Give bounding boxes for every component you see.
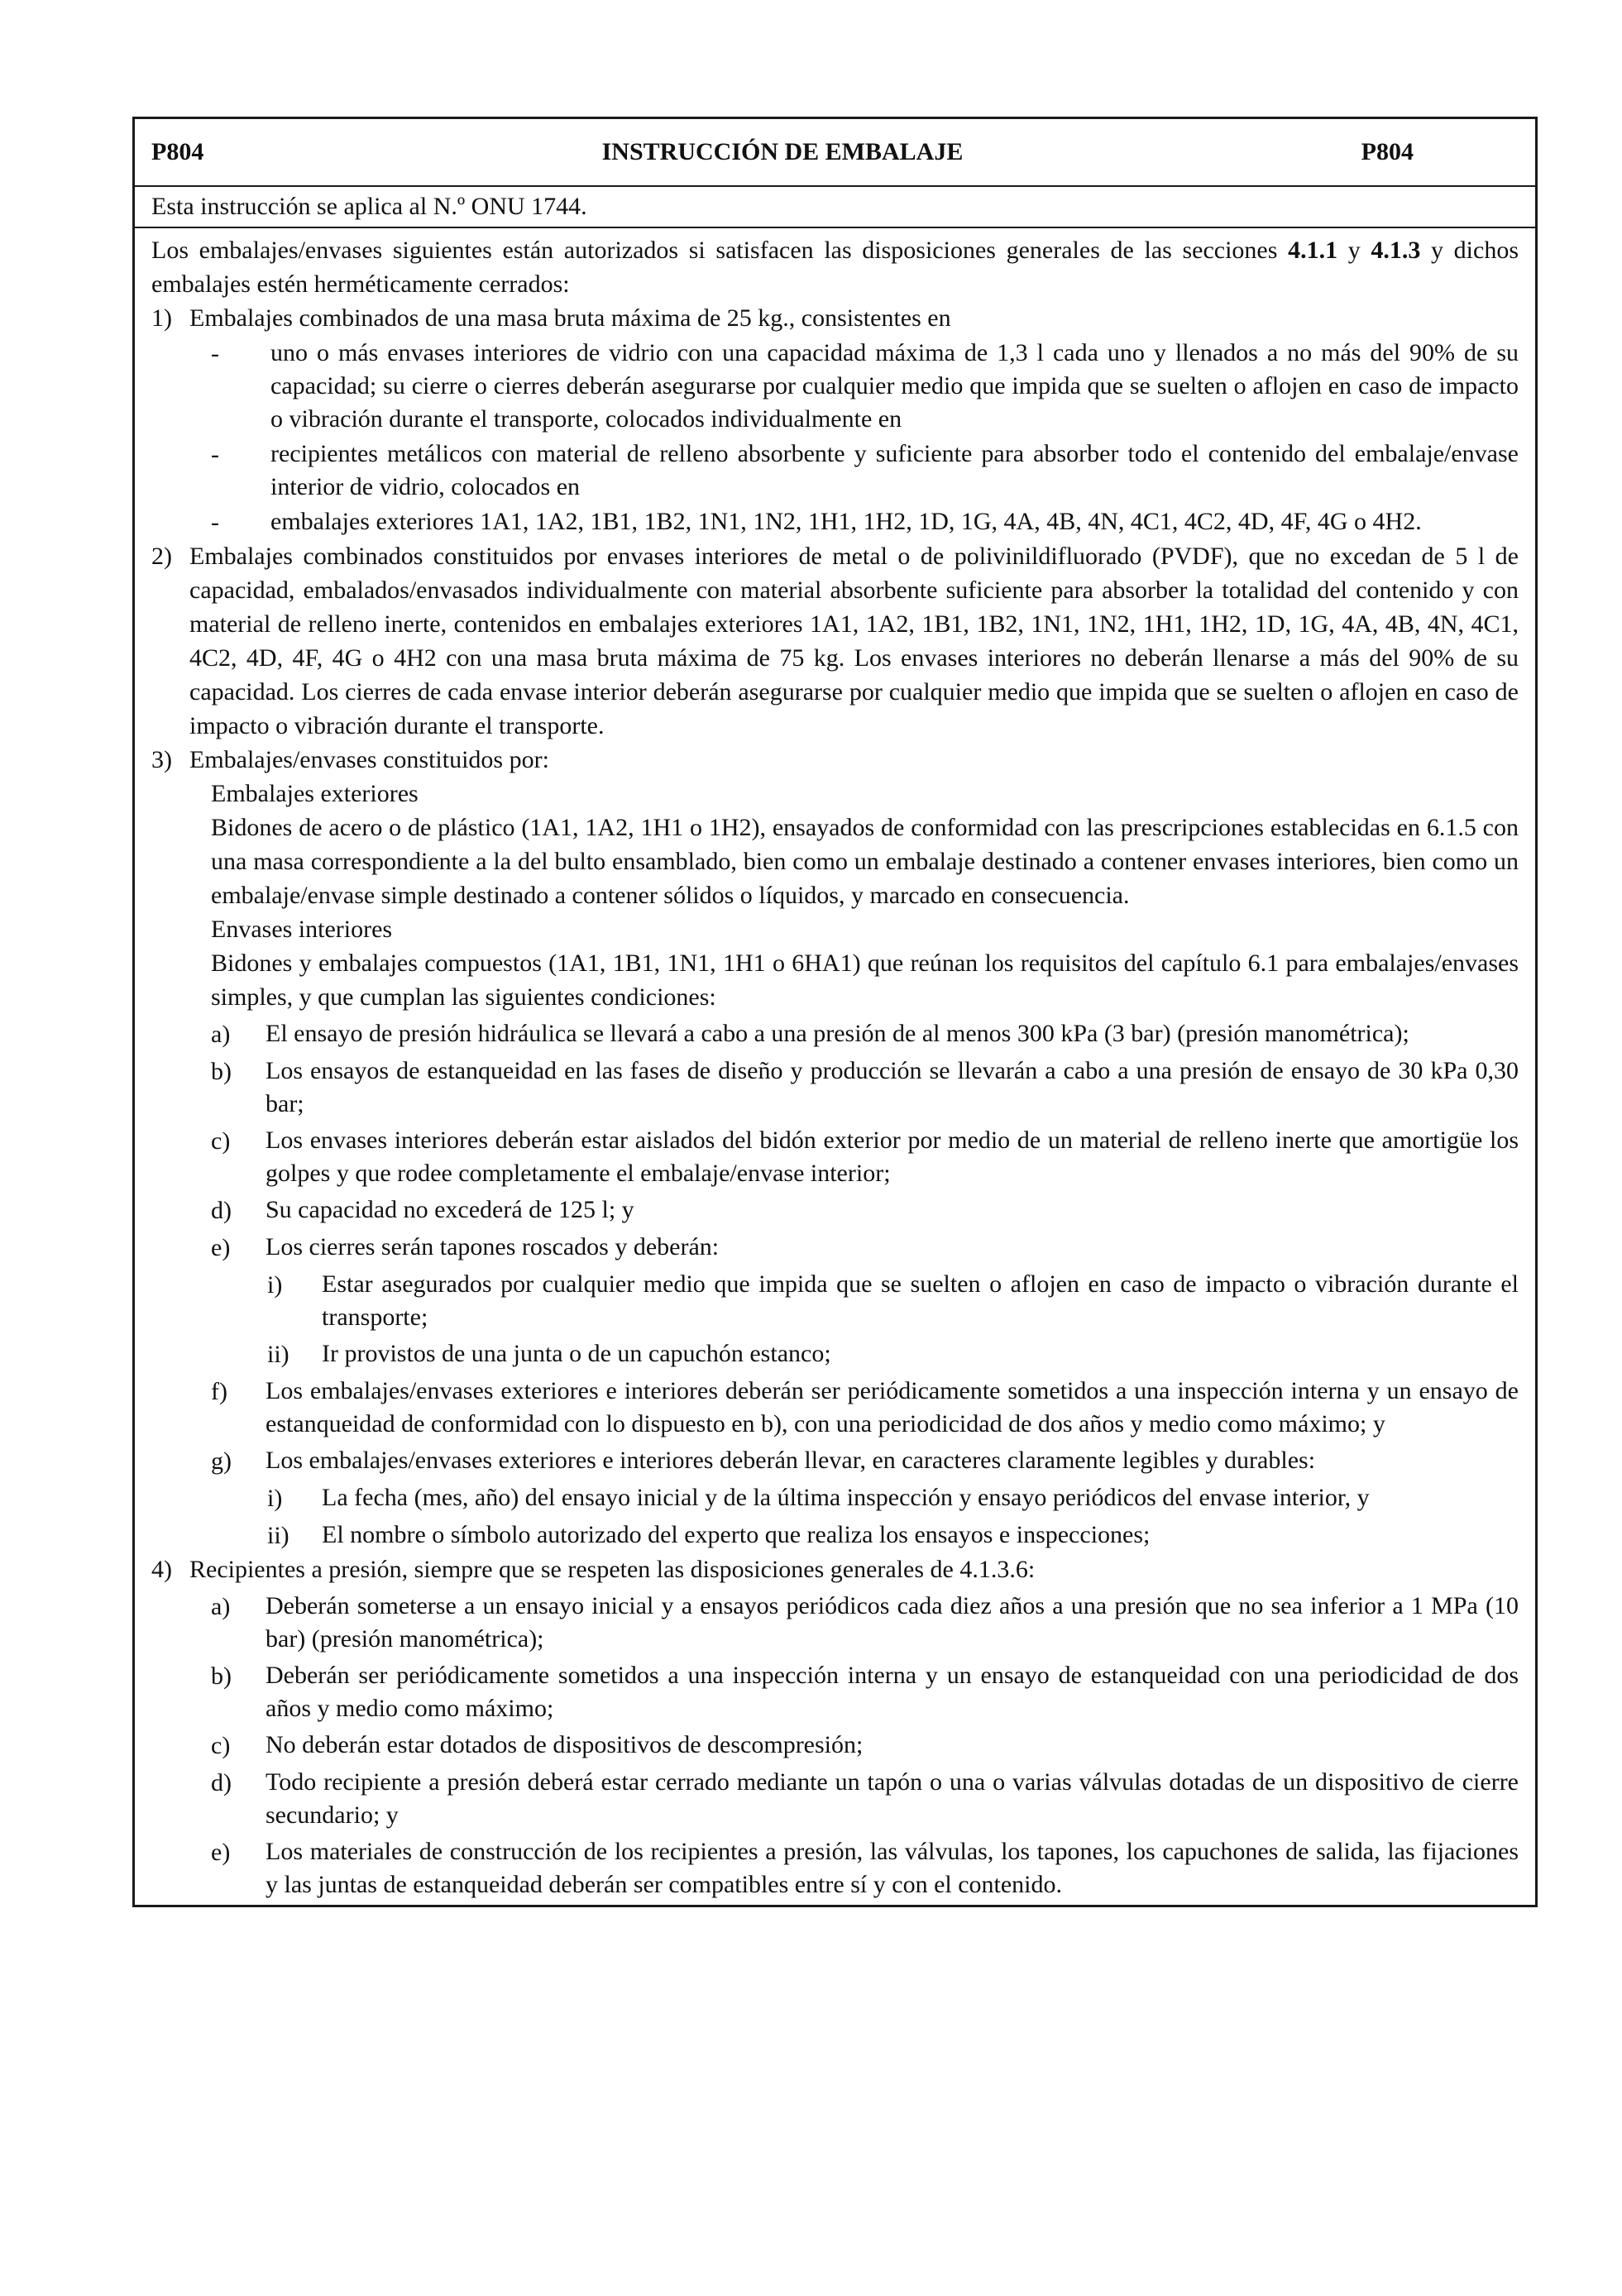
sub-item-text: Todo recipiente a presión deberá estar cerrado mediante un tapón o una o varias válvulas dotadas de un dispositivo de cierre secundario; y bbox=[266, 1768, 1519, 1829]
dash-text: uno o más envases interiores de vidrio con una capacidad máxima de 1,3 l cada uno y llenados a no más del 90% de su capacidad; su cierre o cierres deberán asegurarse por cualquier medio que impida que se suelten o aflojen en caso de impacto o vibración durante el transporte, colocados individualmente en bbox=[270, 339, 1519, 433]
dash-text: embalajes exteriores 1A1, 1A2, 1B1, 1B2, 1N1, 1N2, 1H1, 1H2, 1D, 1G, 4A, 4B, 4N, 4C1, 4C2, 4D, 4F, 4G o 4H2. bbox=[270, 508, 1422, 535]
intro-paragraph bbox=[151, 233, 1519, 301]
item-text: Embalajes combinados constituidos por envases interiores de metal o de polivinildifluorado (PVDF), que no excedan de 5 l de capacidad, embalados/envasados individualmente con material absorbente suficiente para absorber la totalidad del contenido y con material de relleno inerte, contenidos en embalajes exteriores 1A1, 1A2, 1B1, 1B2, 1N1, 1N2, 1H1, 1H2, 1D, 1G, 4A, 4B, 4N, 4C1, 4C2, 4D, 4F, 4G o 4H2 con una masa bruta máxima de 75 kg. Los envases interiores no deberán llenarse a más del 90% de su capacidad. Los cierres de cada envase interior deberán asegurarse por cualquier medio que impida que se suelten o aflojen en caso de impacto o vibración durante el transporte. bbox=[189, 543, 1519, 739]
item-number: 2) bbox=[151, 543, 172, 570]
sub-item-marker: d) bbox=[211, 1769, 232, 1796]
roman-marker: i) bbox=[267, 1271, 283, 1299]
sub-item-text: Los materiales de construcción de los recipientes a presión, las válvulas, los tapones, los capuchones de salida, las fijaciones y las juntas de estanqueidad deberán ser compatibles entre sí y con el contenido. bbox=[266, 1838, 1519, 1898]
item-text: Recipientes a presión, siempre que se respeten las disposiciones generales de 4.1.3.6: bbox=[189, 1556, 1036, 1583]
roman-sub-item bbox=[267, 1337, 1519, 1371]
dash-item bbox=[211, 505, 1519, 539]
sub-item-marker: d) bbox=[211, 1197, 232, 1224]
roman-sub-item bbox=[267, 1268, 1519, 1334]
sub-item-marker: b) bbox=[211, 1662, 232, 1690]
instruction-title: INSTRUCCIÓN DE EMBALAJE bbox=[601, 138, 964, 165]
dash-marker: - bbox=[211, 340, 219, 367]
sub-item bbox=[211, 1729, 1519, 1763]
item-number: 4) bbox=[151, 1556, 172, 1583]
sub-item-text: Deberán someterse a un ensayo inicial y a ensayos periódicos cada diez años a una presión que no sea inferior a 1 MPa (10 bar) (presión manométrica); bbox=[266, 1592, 1519, 1653]
sub-item bbox=[211, 1766, 1519, 1832]
sub-item-text: Los embalajes/envases exteriores e interiores deberán ser periódicamente sometidos a una inspección interna y un ensayo de estanqueidad de conformidad con lo dispuesto en b), con una periodicidad de dos años y medio como máximo; y bbox=[266, 1377, 1519, 1437]
sub-item-marker: b) bbox=[211, 1058, 232, 1085]
item-number: 1) bbox=[151, 304, 172, 332]
instruction-code-left: P804 bbox=[151, 138, 204, 165]
inner-packagings-text: Bidones y embalajes compuestos (1A1, 1B1, 1N1, 1H1 o 6HA1) que reúnan los requisitos del capítulo 6.1 para embalajes/envases simples, y que cumplan las siguientes condiciones: bbox=[211, 949, 1519, 1011]
intro-text-a: Los embalajes/envases siguientes están autorizados si satisfacen las disposiciones generales de las secciones bbox=[151, 237, 1289, 264]
content-row bbox=[135, 228, 1535, 1905]
dash-item bbox=[211, 438, 1519, 504]
sub-item bbox=[211, 1375, 1519, 1441]
item-text: Embalajes/envases constituidos por: bbox=[189, 746, 549, 773]
sub-item-text: Los embalajes/envases exteriores e interiores deberán llevar, en caracteres claramente legibles y durables: bbox=[266, 1447, 1316, 1474]
sub-item-marker: c) bbox=[211, 1127, 231, 1155]
roman-text: La fecha (mes, año) del ensayo inicial y de la última inspección y ensayo periódicos del envase interior, y bbox=[322, 1484, 1370, 1511]
roman-marker: ii) bbox=[267, 1341, 289, 1368]
sub-item bbox=[211, 1231, 1519, 1265]
list-item bbox=[151, 1552, 1519, 1586]
sub-item bbox=[211, 1055, 1519, 1121]
sub-item bbox=[211, 1124, 1519, 1190]
list-item bbox=[151, 743, 1519, 777]
sub-item-text: No deberán estar dotados de dispositivos de descompresión; bbox=[266, 1731, 864, 1758]
dash-item bbox=[211, 337, 1519, 436]
intro-and: y bbox=[1337, 237, 1371, 264]
sub-item-text: Los ensayos de estanqueidad en las fases de diseño y producción se llevarán a cabo a una presión de ensayo de 30 kPa 0,30 bar; bbox=[266, 1057, 1519, 1117]
sub-item bbox=[211, 1444, 1519, 1478]
scope-row bbox=[135, 187, 1535, 228]
roman-sub-item bbox=[267, 1519, 1519, 1552]
sub-item-marker: c) bbox=[211, 1732, 231, 1759]
roman-text: Ir provistos de una junta o de un capuchón estanco; bbox=[322, 1340, 831, 1367]
sub-item-marker: a) bbox=[211, 1021, 231, 1048]
item-number: 3) bbox=[151, 746, 172, 773]
sub-item-text: El ensayo de presión hidráulica se llevará a cabo a una presión de al menos 300 kPa (3 bar) (presión manométrica); bbox=[266, 1020, 1409, 1047]
instruction-code-right: P804 bbox=[1361, 138, 1414, 165]
inner-packagings-heading: Envases interiores bbox=[211, 916, 393, 943]
sub-item-marker: e) bbox=[211, 1234, 231, 1261]
sub-item bbox=[211, 1590, 1519, 1656]
list-item bbox=[151, 301, 1519, 335]
section-ref-4-1-3: 4.1.3 bbox=[1371, 237, 1421, 264]
sub-item-marker: g) bbox=[211, 1447, 232, 1475]
roman-sub-item bbox=[267, 1481, 1519, 1515]
scope-text: Esta instrucción se aplica al N.º ONU 1744. bbox=[151, 193, 587, 220]
dash-marker: - bbox=[211, 441, 219, 468]
sub-item-marker: a) bbox=[211, 1593, 231, 1620]
sub-item bbox=[211, 1017, 1519, 1051]
dash-text: recipientes metálicos con material de relleno absorbente y suficiente para absorber todo el contenido del embalaje/envase interior de vidrio, colocados en bbox=[270, 440, 1519, 500]
item-text: Embalajes combinados de una masa bruta máxima de 25 kg., consistentes en bbox=[189, 304, 951, 332]
roman-text: Estar asegurados por cualquier medio que impida que se suelten o aflojen en caso de impacto o vibración durante el transporte; bbox=[322, 1270, 1519, 1331]
section-ref-4-1-1: 4.1.1 bbox=[1288, 237, 1338, 264]
roman-text: El nombre o símbolo autorizado del experto que realiza los ensayos e inspecciones; bbox=[322, 1521, 1151, 1548]
sub-item bbox=[211, 1193, 1519, 1227]
packing-instruction-table bbox=[132, 117, 1538, 1907]
dash-marker: - bbox=[211, 509, 219, 536]
sub-item-text: Los cierres serán tapones roscados y deberán: bbox=[266, 1233, 720, 1260]
sub-item-marker: f) bbox=[211, 1378, 227, 1405]
roman-marker: ii) bbox=[267, 1522, 289, 1549]
sub-item bbox=[211, 1835, 1519, 1901]
roman-marker: i) bbox=[267, 1485, 283, 1512]
sub-item-text: Los envases interiores deberán estar aislados del bidón exterior por medio de un material de relleno inerte que amortigüe los golpes y que rodee completamente el embalaje/envase interior; bbox=[266, 1126, 1519, 1187]
sub-item bbox=[211, 1659, 1519, 1725]
sub-item-text: Su capacidad no excederá de 125 l; y bbox=[266, 1196, 634, 1223]
outer-packagings-heading: Embalajes exteriores bbox=[211, 780, 419, 807]
sub-item-text: Deberán ser periódicamente sometidos a una inspección interna y un ensayo de estanqueidad con una periodicidad de dos años y medio como máximo; bbox=[266, 1662, 1519, 1722]
table-header bbox=[135, 119, 1535, 187]
list-item bbox=[151, 539, 1519, 743]
outer-packagings-text: Bidones de acero o de plástico (1A1, 1A2, 1H1 o 1H2), ensayados de conformidad con las prescripciones establecidas en 6.1.5 con una masa correspondiente a la del bulto ensamblado, bien como un embalaje destinado a contener envases interiores, bien como un embalaje/envase simple destinado a contener sólidos o líquidos, y marcado en consecuencia. bbox=[211, 814, 1519, 909]
sub-item-marker: e) bbox=[211, 1839, 231, 1866]
intro-text-b: y dichos embalajes estén herméticamente cerrados: bbox=[151, 237, 1519, 298]
